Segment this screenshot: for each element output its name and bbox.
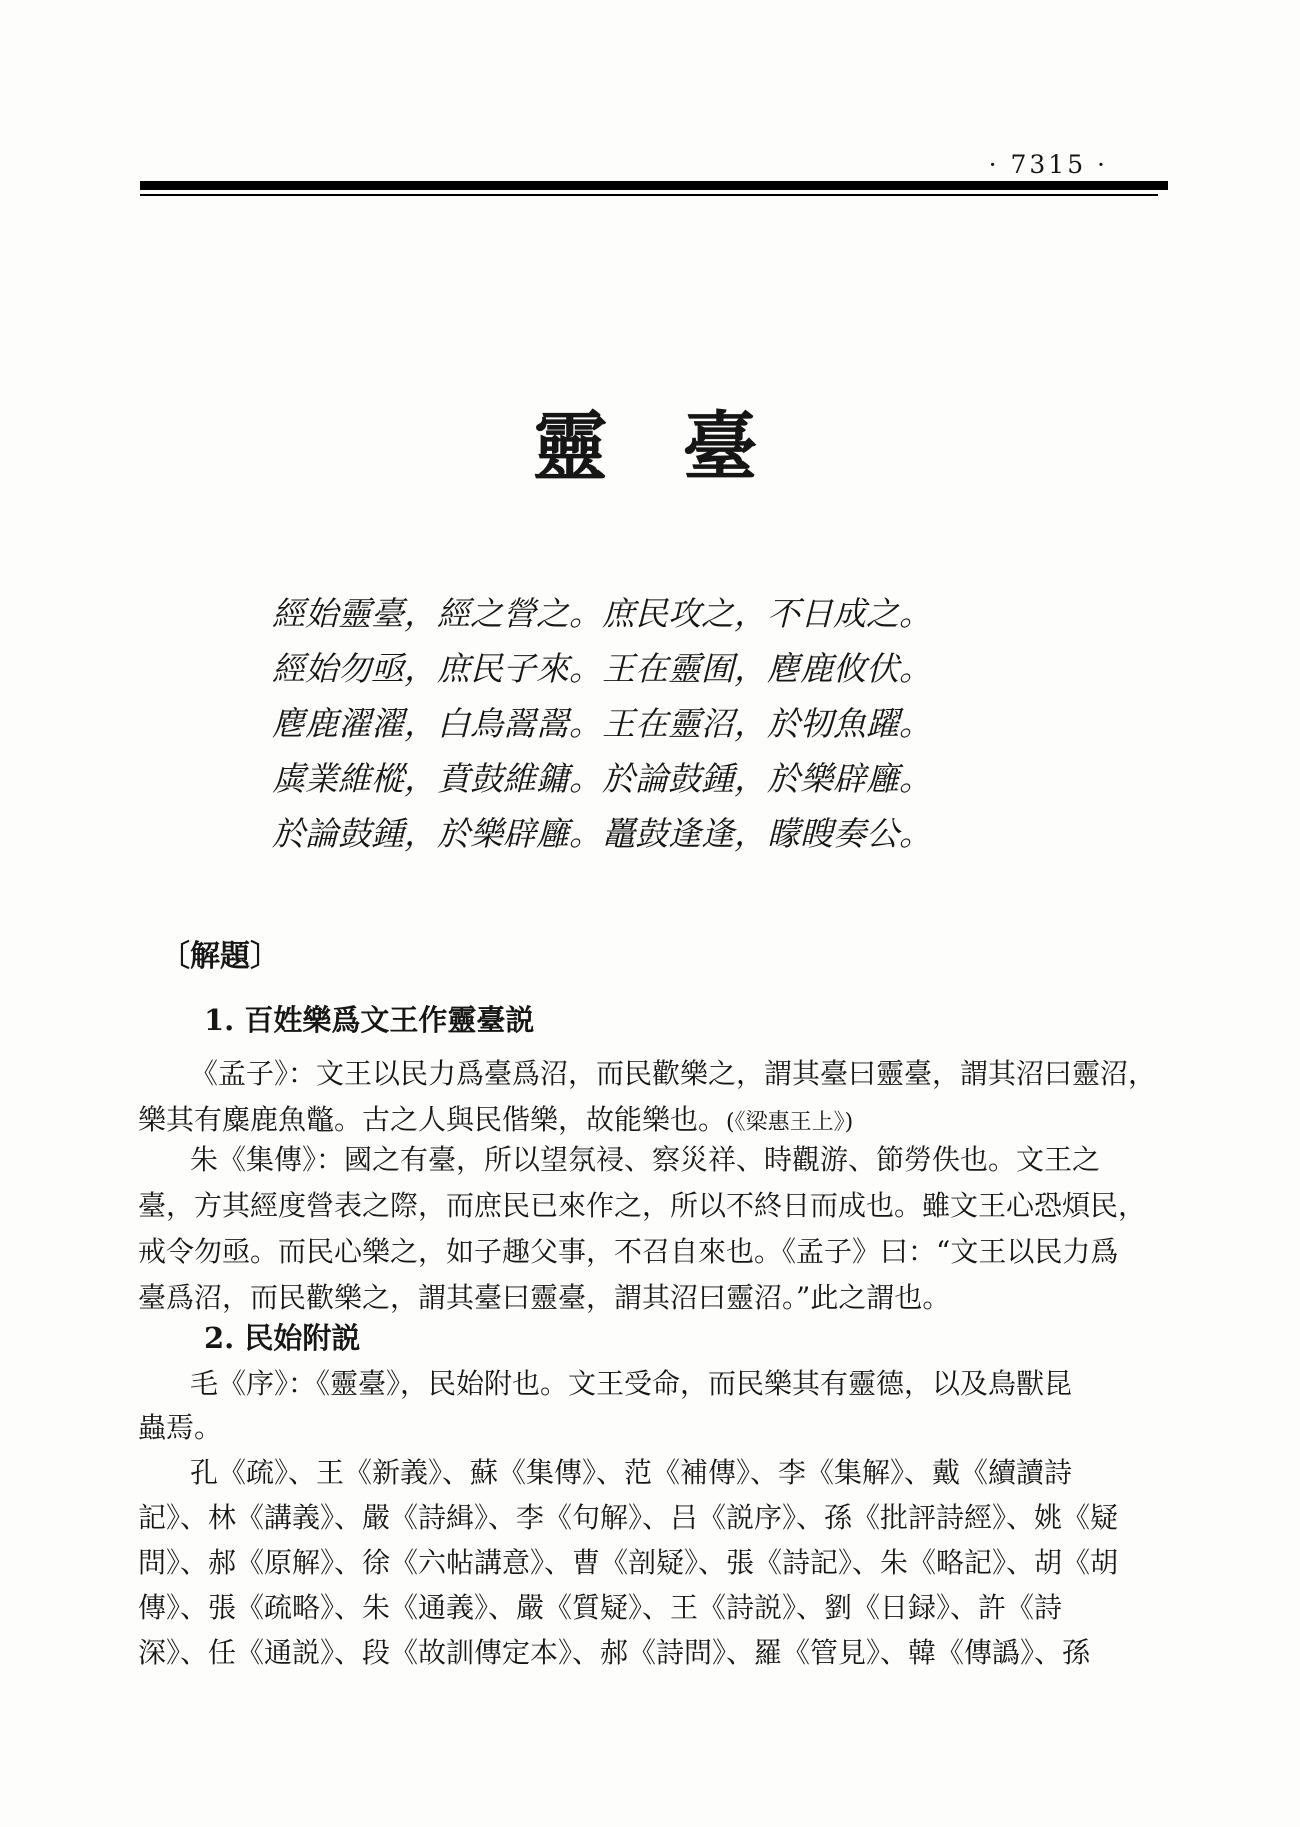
- text-line: 《孟子》：文王以民力爲臺爲沼，而民歡樂之，謂其臺曰靈臺，謂其沼曰靈沼，: [190, 1057, 1157, 1090]
- section-2-heading: 2. 民始附説: [204, 1321, 361, 1355]
- jieti-section-label: 〔解題〕: [160, 939, 280, 974]
- text-line: 臺爲沼，而民歡樂之，謂其臺曰靈臺，謂其沼曰靈沼。”此之謂也。: [138, 1281, 951, 1314]
- citation-text: (《梁惠王上》): [726, 1110, 854, 1135]
- poem-line: 麀鹿濯濯，白鳥翯翯。王在靈沼，於牣魚躍。: [272, 704, 932, 743]
- poem-title: 靈 臺: [532, 403, 758, 491]
- text-line: 深》、任《通説》、段《故訓傳定本》、郝《詩問》、羅《管見》、韓《傳譌》、孫: [138, 1636, 1091, 1669]
- section-1-heading: 1. 百姓樂爲文王作靈臺説: [204, 1003, 535, 1037]
- header-rule-thin: [140, 194, 1158, 196]
- paragraph-mao-xu: [138, 1362, 1198, 1450]
- text-line: 蟲焉。: [138, 1411, 223, 1444]
- poem-line: 於論鼓鍾，於樂辟廱。鼉鼓逢逢，矇瞍奏公。: [272, 814, 932, 853]
- paragraph-mengzi: [138, 1051, 1198, 1143]
- text-line: 朱《集傳》：國之有臺，所以望氛祲、察災祥、時觀游、節勞佚也。文王之: [190, 1143, 1101, 1176]
- text-line: 記》、林《講義》、嚴《詩緝》、李《句解》、吕《説序》、孫《批評詩經》、姚《疑: [138, 1501, 1119, 1534]
- paragraph-bibliography: [138, 1450, 1198, 1675]
- poem-line: 經始勿亟，庶民子來。王在靈囿，麀鹿攸伏。: [272, 649, 932, 688]
- text-line: 臺，方其經度營表之際，而庶民已來作之，所以不終日而成也。雖文王心恐煩民，: [138, 1189, 1147, 1222]
- text-line: 毛《序》：《靈臺》，民始附也。文王受命，而民樂其有靈德，以及鳥獸昆: [190, 1367, 1073, 1400]
- page-number: · 7315 ·: [988, 150, 1108, 179]
- text-line: 問》、郝《原解》、徐《六帖講意》、曹《剖疑》、張《詩記》、朱《略記》、胡《胡: [138, 1546, 1119, 1579]
- poem-line: 虡業維樅，賁鼓維鏞。於論鼓鍾，於樂辟廱。: [272, 759, 932, 798]
- poem-line: 經始靈臺，經之營之。庶民攻之，不日成之。: [272, 594, 932, 633]
- text-line: 孔《疏》、王《新義》、蘇《集傳》、范《補傳》、李《集解》、戴《續讀詩: [190, 1456, 1073, 1489]
- header-rule-thick: [140, 181, 1168, 190]
- poem-block: [272, 586, 952, 861]
- text-line-main: 樂其有麋鹿魚鼈。古之人與民偕樂，故能樂也。: [138, 1103, 727, 1136]
- text-line: 傳》、張《疏略》、朱《通義》、嚴《質疑》、王《詩説》、劉《日録》、許《詩: [138, 1591, 1063, 1624]
- paragraph-zhu-jizhuan: [138, 1137, 1198, 1321]
- text-line: 戒令勿亟。而民心樂之，如子趣父事，不召自來也。《孟子》曰：“文王以民力爲: [138, 1235, 1119, 1268]
